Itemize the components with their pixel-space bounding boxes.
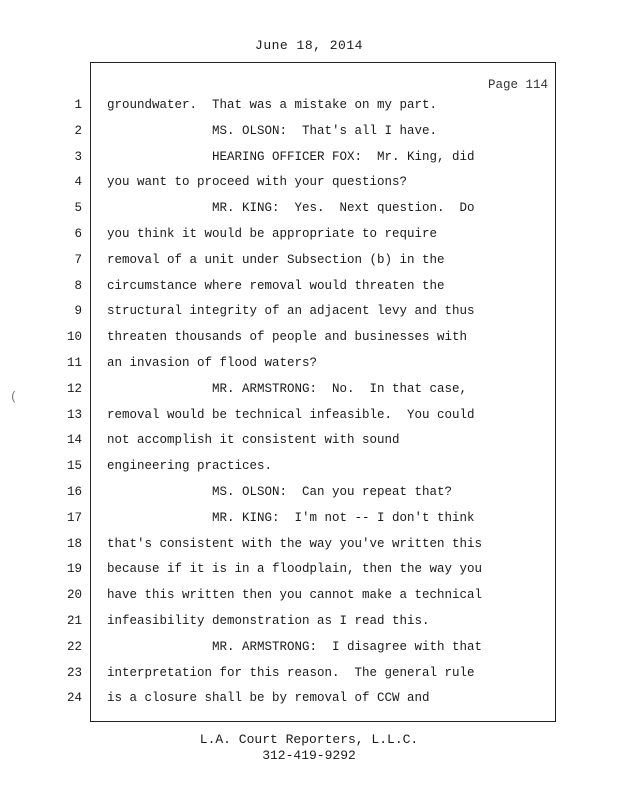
- line-number: 13: [66, 407, 82, 422]
- line-number: 4: [74, 175, 82, 190]
- line-text: engineering practices.: [107, 459, 273, 474]
- transcript-line: [0, 350, 618, 376]
- line-number: 20: [66, 588, 82, 603]
- line-text: removal would be technical infeasible. You could: [107, 407, 475, 422]
- line-text: because if it is in a floodplain, then the way you: [107, 562, 483, 577]
- line-number: 2: [74, 123, 82, 138]
- transcript-line: [0, 479, 618, 505]
- line-number: 12: [66, 381, 82, 396]
- line-number: 6: [74, 227, 82, 241]
- transcript-line: [0, 247, 618, 273]
- transcript-line: [0, 118, 618, 144]
- line-text: you think it would be appropriate to require: [107, 227, 438, 241]
- line-number: 8: [74, 278, 82, 293]
- line-text: threaten thousands of people and businesses with: [107, 330, 468, 345]
- transcript-line: [0, 402, 618, 428]
- transcript-line: [0, 685, 618, 711]
- line-text: HEARING OFFICER FOX: Mr. King, did: [107, 149, 475, 164]
- line-number: 17: [66, 510, 82, 525]
- line-number: 19: [66, 562, 82, 577]
- page-number: Page 114: [487, 78, 548, 92]
- line-text: circumstance where removal would threaten the: [107, 278, 445, 293]
- footer-phone: 312-419-9292: [262, 748, 356, 763]
- line-text: infeasibility demonstration as I read this.: [107, 614, 430, 628]
- line-text: an invasion of flood waters?: [107, 356, 318, 370]
- transcript-line: [0, 582, 618, 608]
- line-text: that's consistent with the way you've written this: [107, 536, 483, 551]
- transcript-line: [0, 169, 618, 195]
- transcript-line: [0, 92, 618, 118]
- transcript-line: [0, 376, 618, 402]
- transcript-line: [0, 634, 618, 660]
- footer-company: L.A. Court Reporters, L.L.C.: [199, 732, 419, 747]
- transcript-line: [0, 221, 618, 247]
- transcript-line: [0, 505, 618, 531]
- line-text: you want to proceed with your questions?: [107, 175, 408, 190]
- line-number: 21: [66, 614, 82, 628]
- line-number: 3: [74, 149, 82, 164]
- line-number: 5: [74, 201, 82, 216]
- line-number: 24: [66, 691, 82, 706]
- line-text: interpretation for this reason. The general rule: [107, 665, 475, 680]
- transcript-line: [0, 144, 618, 170]
- line-number: 15: [66, 459, 82, 474]
- line-number: 10: [66, 330, 82, 345]
- line-number: 23: [66, 665, 82, 680]
- line-number: 7: [74, 252, 82, 267]
- transcript-line: [0, 453, 618, 479]
- transcript-line: [0, 324, 618, 350]
- line-text: groundwater. That was a mistake on my part.: [107, 98, 438, 112]
- line-number: 16: [66, 485, 82, 499]
- line-text: is a closure shall be by removal of CCW and: [107, 691, 430, 706]
- transcript-line: [0, 273, 618, 299]
- line-text: MS. OLSON: Can you repeat that?: [107, 485, 453, 499]
- line-text: MR. ARMSTRONG: I disagree with that: [107, 639, 483, 654]
- line-number: 18: [66, 536, 82, 551]
- transcript-line: [0, 195, 618, 221]
- line-text: MR. KING: Yes. Next question. Do: [107, 201, 475, 216]
- transcript-line: [0, 660, 618, 686]
- line-text: MS. OLSON: That's all I have.: [107, 123, 438, 138]
- line-text: MR. KING: I'm not -- I don't think: [107, 510, 475, 525]
- transcript-line: [0, 556, 618, 582]
- transcript-line: [0, 427, 618, 453]
- line-number: 14: [66, 433, 82, 448]
- line-text: MR. ARMSTRONG: No. In that case,: [107, 381, 468, 396]
- transcript-date: June 18, 2014: [255, 38, 363, 53]
- line-text: removal of a unit under Subsection (b) in the: [107, 252, 445, 267]
- line-number: 1: [74, 98, 82, 112]
- line-number: 22: [66, 639, 82, 654]
- line-number: 11: [66, 356, 82, 370]
- transcript-line: [0, 531, 618, 557]
- transcript-line: [0, 298, 618, 324]
- line-text: not accomplish it consistent with sound: [107, 433, 400, 448]
- line-number: 9: [74, 304, 82, 319]
- line-text: structural integrity of an adjacent levy and thus: [107, 304, 475, 319]
- margin-bracket-mark: (: [10, 390, 18, 404]
- line-text: have this written then you cannot make a technical: [107, 588, 483, 603]
- transcript-line: [0, 608, 618, 634]
